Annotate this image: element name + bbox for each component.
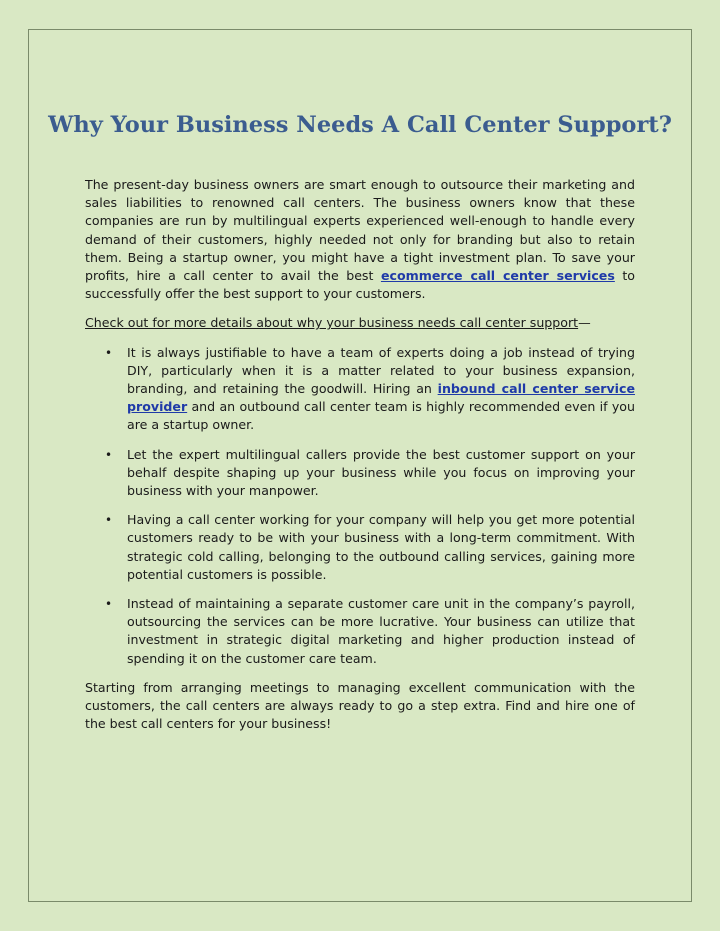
- bullet-marker: •: [105, 597, 113, 612]
- ecommerce-call-center-services-link[interactable]: ecommerce call center services: [380, 268, 615, 284]
- bullet-text-before-link: It is always justifiable to have a team of experts doing a job instead of trying DIY, particularly when it is a matter related to your business expansion, branding, and retaining the goodwill. Hiring an: [127, 344, 635, 397]
- details-line: [85, 314, 635, 332]
- details-suffix: —: [578, 315, 591, 331]
- bullet-text: Having a call center working for your company will help you get more potential customers ready to be with your business with a long-term commitment. With strategic cold calling, belonging to the outbound calling services, gaining more potential customers is possible.: [127, 512, 635, 582]
- inbound-call-center-service-provider-link[interactable]: inbound call center service provider: [127, 381, 635, 415]
- closing-paragraph: Starting from arranging meetings to managing excellent communication with the customers, the call centers are always ready to go a step extra. Find and hire one of the best call centers for your business!: [85, 679, 635, 732]
- list-item: [85, 344, 635, 435]
- intro-text-before-link: The present-day business owners are smart enough to outsource their marketing and sales liabilities to renowned call centers. The business owners know that these companies are run by multilingual experts experienced well-enough to handle every demand of their customers, highly needed not only for branding but also to retain them. Being a startup owner, you might have a tight investment plan. To save your profits, hire a call center to avail the best: [85, 177, 635, 284]
- document-title: Why Your Business Needs A Call Center Support?: [48, 112, 672, 138]
- list-item: [85, 595, 635, 668]
- bullet-marker: •: [105, 345, 113, 360]
- bullet-text: Instead of maintaining a separate customer care unit in the company’s payroll, outsourcing the services can be more lucrative. Your business can utilize that investment in strategic digital marketing and higher production instead of spending it on the customer care team.: [127, 596, 635, 666]
- reasons-list: [85, 344, 635, 668]
- document-body: [85, 176, 635, 744]
- bullet-text-after-link: and an outbound call center team is highly recommended even if you are a startup owner.: [127, 399, 635, 433]
- list-item: [85, 511, 635, 584]
- intro-text-after-link: to successfully offer the best support to your customers.: [85, 268, 635, 302]
- intro-paragraph: [85, 176, 635, 303]
- list-item: [85, 446, 635, 501]
- bullet-text: Let the expert multilingual callers provide the best customer support on your behalf despite shaping up your business while you focus on improving your business with your manpower.: [127, 446, 635, 499]
- details-underlined-text: Check out for more details about why your business needs call center support: [85, 315, 579, 331]
- bullet-marker: •: [105, 513, 113, 528]
- bullet-marker: •: [105, 447, 113, 462]
